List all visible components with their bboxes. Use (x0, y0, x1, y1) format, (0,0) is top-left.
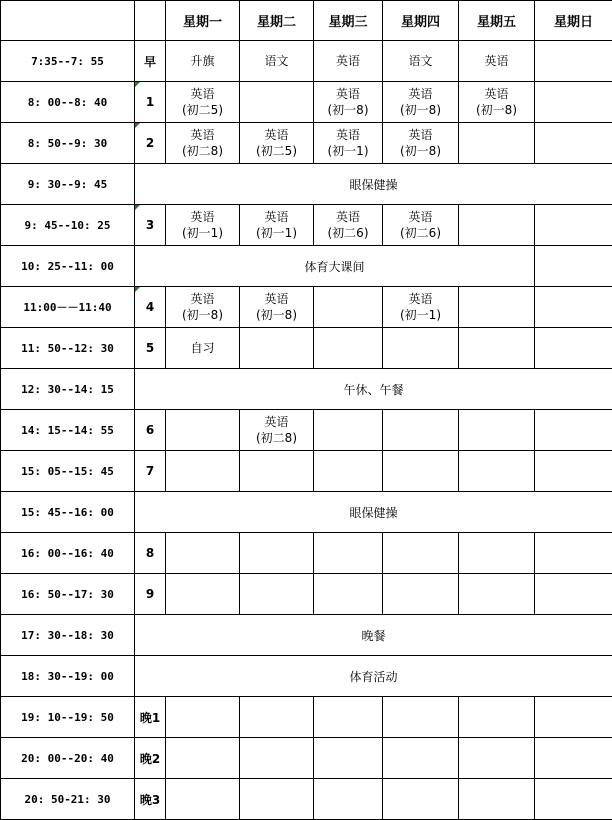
cell-corner-marker-icon (135, 82, 140, 87)
corner-cell (1, 1, 135, 41)
subject-label: 英语 (264, 128, 289, 142)
time-slot: 20: 50-21: 30 (1, 779, 135, 820)
class-group-label: (初一8) (400, 103, 441, 117)
class-cell (240, 82, 314, 123)
period-number (135, 574, 166, 615)
time-slot: 20: 00--20: 40 (1, 738, 135, 779)
header-row (1, 1, 612, 41)
class-cell (240, 533, 314, 574)
class-group-label: (初二5) (182, 103, 223, 117)
day-header-wed: 星期三 (314, 1, 383, 41)
class-cell (535, 533, 612, 574)
class-group-label: (初一8) (400, 144, 441, 158)
period-label: 晚2 (139, 751, 161, 766)
subject-label: 英语 (190, 210, 215, 224)
time-slot: 8: 00--8: 40 (1, 82, 135, 123)
class-group-label: (初一8) (256, 308, 297, 322)
class-cell (240, 779, 314, 820)
class-cell (240, 410, 314, 451)
class-cell (166, 533, 240, 574)
schedule-body (1, 41, 612, 820)
class-cell (383, 779, 459, 820)
class-cell (240, 738, 314, 779)
class-cell (240, 574, 314, 615)
class-cell (166, 205, 240, 246)
time-slot: 15: 05--15: 45 (1, 451, 135, 492)
period-label: 3 (145, 218, 155, 232)
class-cell (459, 738, 535, 779)
activity-banner: 眼保健操 (135, 164, 612, 205)
day-header-fri: 星期五 (459, 1, 535, 41)
schedule-row (1, 615, 612, 656)
schedule-row (1, 451, 612, 492)
period-number (135, 287, 166, 328)
day-header-mon: 星期一 (166, 1, 240, 41)
class-cell (535, 410, 612, 451)
day-header-tue: 星期二 (240, 1, 314, 41)
period-number (135, 533, 166, 574)
schedule-row (1, 779, 612, 820)
subject-label: 语文 (264, 54, 289, 68)
cell-corner-marker-icon (135, 123, 140, 128)
class-group-label: (初二6) (327, 226, 369, 240)
class-cell (240, 41, 314, 82)
class-cell (314, 123, 383, 164)
subject-label: 自习 (190, 341, 215, 355)
schedule-row (1, 82, 612, 123)
class-group-label: (初二6) (400, 226, 441, 240)
period-label: 1 (145, 95, 155, 109)
time-slot: 7:35--7: 55 (1, 41, 135, 82)
time-slot: 11: 50--12: 30 (1, 328, 135, 369)
class-cell (459, 328, 535, 369)
day-header-thu: 星期四 (383, 1, 459, 41)
period-label: 9 (145, 587, 155, 601)
class-cell (314, 697, 383, 738)
activity-banner: 体育活动 (135, 656, 612, 697)
subject-label: 英语 (408, 292, 433, 306)
class-group-label: (初二8) (182, 144, 223, 158)
period-label: 8 (145, 546, 155, 560)
class-cell (314, 205, 383, 246)
class-cell (314, 82, 383, 123)
class-cell (166, 738, 240, 779)
corner-cell-period (135, 1, 166, 41)
activity-banner: 晚餐 (135, 615, 612, 656)
class-cell (459, 779, 535, 820)
period-label: 晚3 (139, 792, 161, 807)
class-cell (459, 205, 535, 246)
period-label: 早 (143, 54, 156, 69)
time-slot: 11:00－－11:40 (1, 287, 135, 328)
class-cell (166, 328, 240, 369)
period-label: 4 (145, 300, 155, 314)
schedule-row (1, 164, 612, 205)
subject-label: 英语 (190, 128, 215, 142)
class-cell (459, 697, 535, 738)
schedule-row (1, 738, 612, 779)
class-cell (383, 123, 459, 164)
class-cell (314, 574, 383, 615)
class-cell (535, 287, 612, 328)
cell-corner-marker-icon (135, 287, 140, 292)
class-cell (166, 287, 240, 328)
subject-label: 英语 (408, 87, 433, 101)
class-cell (383, 328, 459, 369)
period-number (135, 123, 166, 164)
time-slot: 15: 45--16: 00 (1, 492, 135, 533)
class-group-label: (初一8) (182, 308, 223, 322)
time-slot: 16: 00--16: 40 (1, 533, 135, 574)
day-header-sun: 星期日 (535, 1, 612, 41)
class-cell (166, 779, 240, 820)
class-cell (383, 205, 459, 246)
schedule-row (1, 123, 612, 164)
period-number (135, 205, 166, 246)
class-cell (166, 123, 240, 164)
time-slot: 19: 10--19: 50 (1, 697, 135, 738)
class-cell (535, 123, 612, 164)
class-cell (240, 328, 314, 369)
class-cell (535, 328, 612, 369)
cell-corner-marker-icon (135, 205, 140, 210)
time-slot: 14: 15--14: 55 (1, 410, 135, 451)
class-cell (314, 451, 383, 492)
time-slot: 8: 50--9: 30 (1, 123, 135, 164)
class-cell (535, 205, 612, 246)
subject-label: 英语 (264, 210, 289, 224)
class-cell (535, 697, 612, 738)
class-cell (459, 533, 535, 574)
class-cell (240, 287, 314, 328)
subject-label: 英语 (484, 87, 509, 101)
schedule-row (1, 287, 612, 328)
class-cell (383, 697, 459, 738)
class-group-label: (初一1) (400, 308, 441, 322)
subject-label: 英语 (484, 54, 509, 68)
class-cell (314, 779, 383, 820)
subject-label: 升旗 (190, 54, 215, 68)
time-slot: 16: 50--17: 30 (1, 574, 135, 615)
time-slot: 10: 25--11: 00 (1, 246, 135, 287)
time-slot: 9: 45--10: 25 (1, 205, 135, 246)
class-cell (314, 410, 383, 451)
time-slot: 18: 30--19: 00 (1, 656, 135, 697)
class-group-label: (初一1) (256, 226, 297, 240)
class-group-label: (初一8) (327, 103, 369, 117)
schedule-row (1, 697, 612, 738)
schedule-row (1, 492, 612, 533)
class-cell (535, 451, 612, 492)
subject-label: 英语 (408, 128, 433, 142)
class-cell (383, 287, 459, 328)
class-cell (459, 123, 535, 164)
class-cell (383, 738, 459, 779)
time-slot: 17: 30--18: 30 (1, 615, 135, 656)
subject-label: 英语 (335, 87, 360, 101)
class-cell (383, 451, 459, 492)
period-number (135, 779, 166, 820)
class-cell (535, 82, 612, 123)
schedule-row (1, 41, 612, 82)
class-cell (166, 41, 240, 82)
class-cell (240, 123, 314, 164)
subject-label: 英语 (190, 87, 215, 101)
class-cell (240, 205, 314, 246)
class-cell (459, 410, 535, 451)
schedule-row (1, 246, 612, 287)
class-cell (535, 738, 612, 779)
class-cell (459, 451, 535, 492)
schedule-row (1, 369, 612, 410)
class-cell (459, 41, 535, 82)
class-cell (383, 41, 459, 82)
class-cell (383, 574, 459, 615)
class-cell (535, 574, 612, 615)
period-number (135, 41, 166, 82)
period-label: 6 (145, 423, 155, 437)
class-group-label: (初一8) (476, 103, 517, 117)
subject-label: 英语 (264, 415, 289, 429)
activity-banner: 午休、午餐 (135, 369, 612, 410)
class-cell (166, 82, 240, 123)
time-slot: 12: 30--14: 15 (1, 369, 135, 410)
class-group-label: (初二8) (256, 431, 297, 445)
class-group-label: (初一1) (327, 144, 369, 158)
class-cell (166, 451, 240, 492)
subject-label: 英语 (408, 210, 433, 224)
schedule-row (1, 533, 612, 574)
class-cell (459, 574, 535, 615)
schedule-row (1, 574, 612, 615)
period-number (135, 410, 166, 451)
period-number (135, 697, 166, 738)
class-cell (459, 287, 535, 328)
activity-banner: 眼保健操 (135, 492, 612, 533)
period-number (135, 451, 166, 492)
period-label: 5 (145, 341, 155, 355)
subject-label: 英语 (335, 210, 360, 224)
class-cell (314, 533, 383, 574)
class-cell (459, 82, 535, 123)
activity-banner: 体育大课间 (135, 246, 535, 287)
schedule-row (1, 410, 612, 451)
subject-label: 英语 (335, 128, 360, 142)
class-cell (535, 41, 612, 82)
class-cell (314, 328, 383, 369)
class-group-label: (初二5) (256, 144, 297, 158)
subject-label: 英语 (190, 292, 215, 306)
class-cell (314, 287, 383, 328)
period-number (135, 738, 166, 779)
period-label: 晚1 (139, 710, 161, 725)
class-group-label: (初一1) (182, 226, 223, 240)
period-number (135, 328, 166, 369)
class-cell (535, 779, 612, 820)
class-cell (166, 410, 240, 451)
period-label: 2 (145, 136, 155, 150)
class-cell (240, 451, 314, 492)
class-cell (383, 410, 459, 451)
class-cell (383, 82, 459, 123)
class-cell (166, 574, 240, 615)
empty-cell (535, 246, 612, 287)
period-label: 7 (145, 464, 155, 478)
subject-label: 英语 (335, 54, 360, 68)
class-cell (383, 533, 459, 574)
class-cell (314, 41, 383, 82)
subject-label: 语文 (408, 54, 433, 68)
subject-label: 英语 (264, 292, 289, 306)
schedule-row (1, 656, 612, 697)
period-number (135, 82, 166, 123)
class-cell (314, 738, 383, 779)
time-slot: 9: 30--9: 45 (1, 164, 135, 205)
class-cell (166, 697, 240, 738)
schedule-row (1, 328, 612, 369)
schedule-row (1, 205, 612, 246)
class-cell (240, 697, 314, 738)
